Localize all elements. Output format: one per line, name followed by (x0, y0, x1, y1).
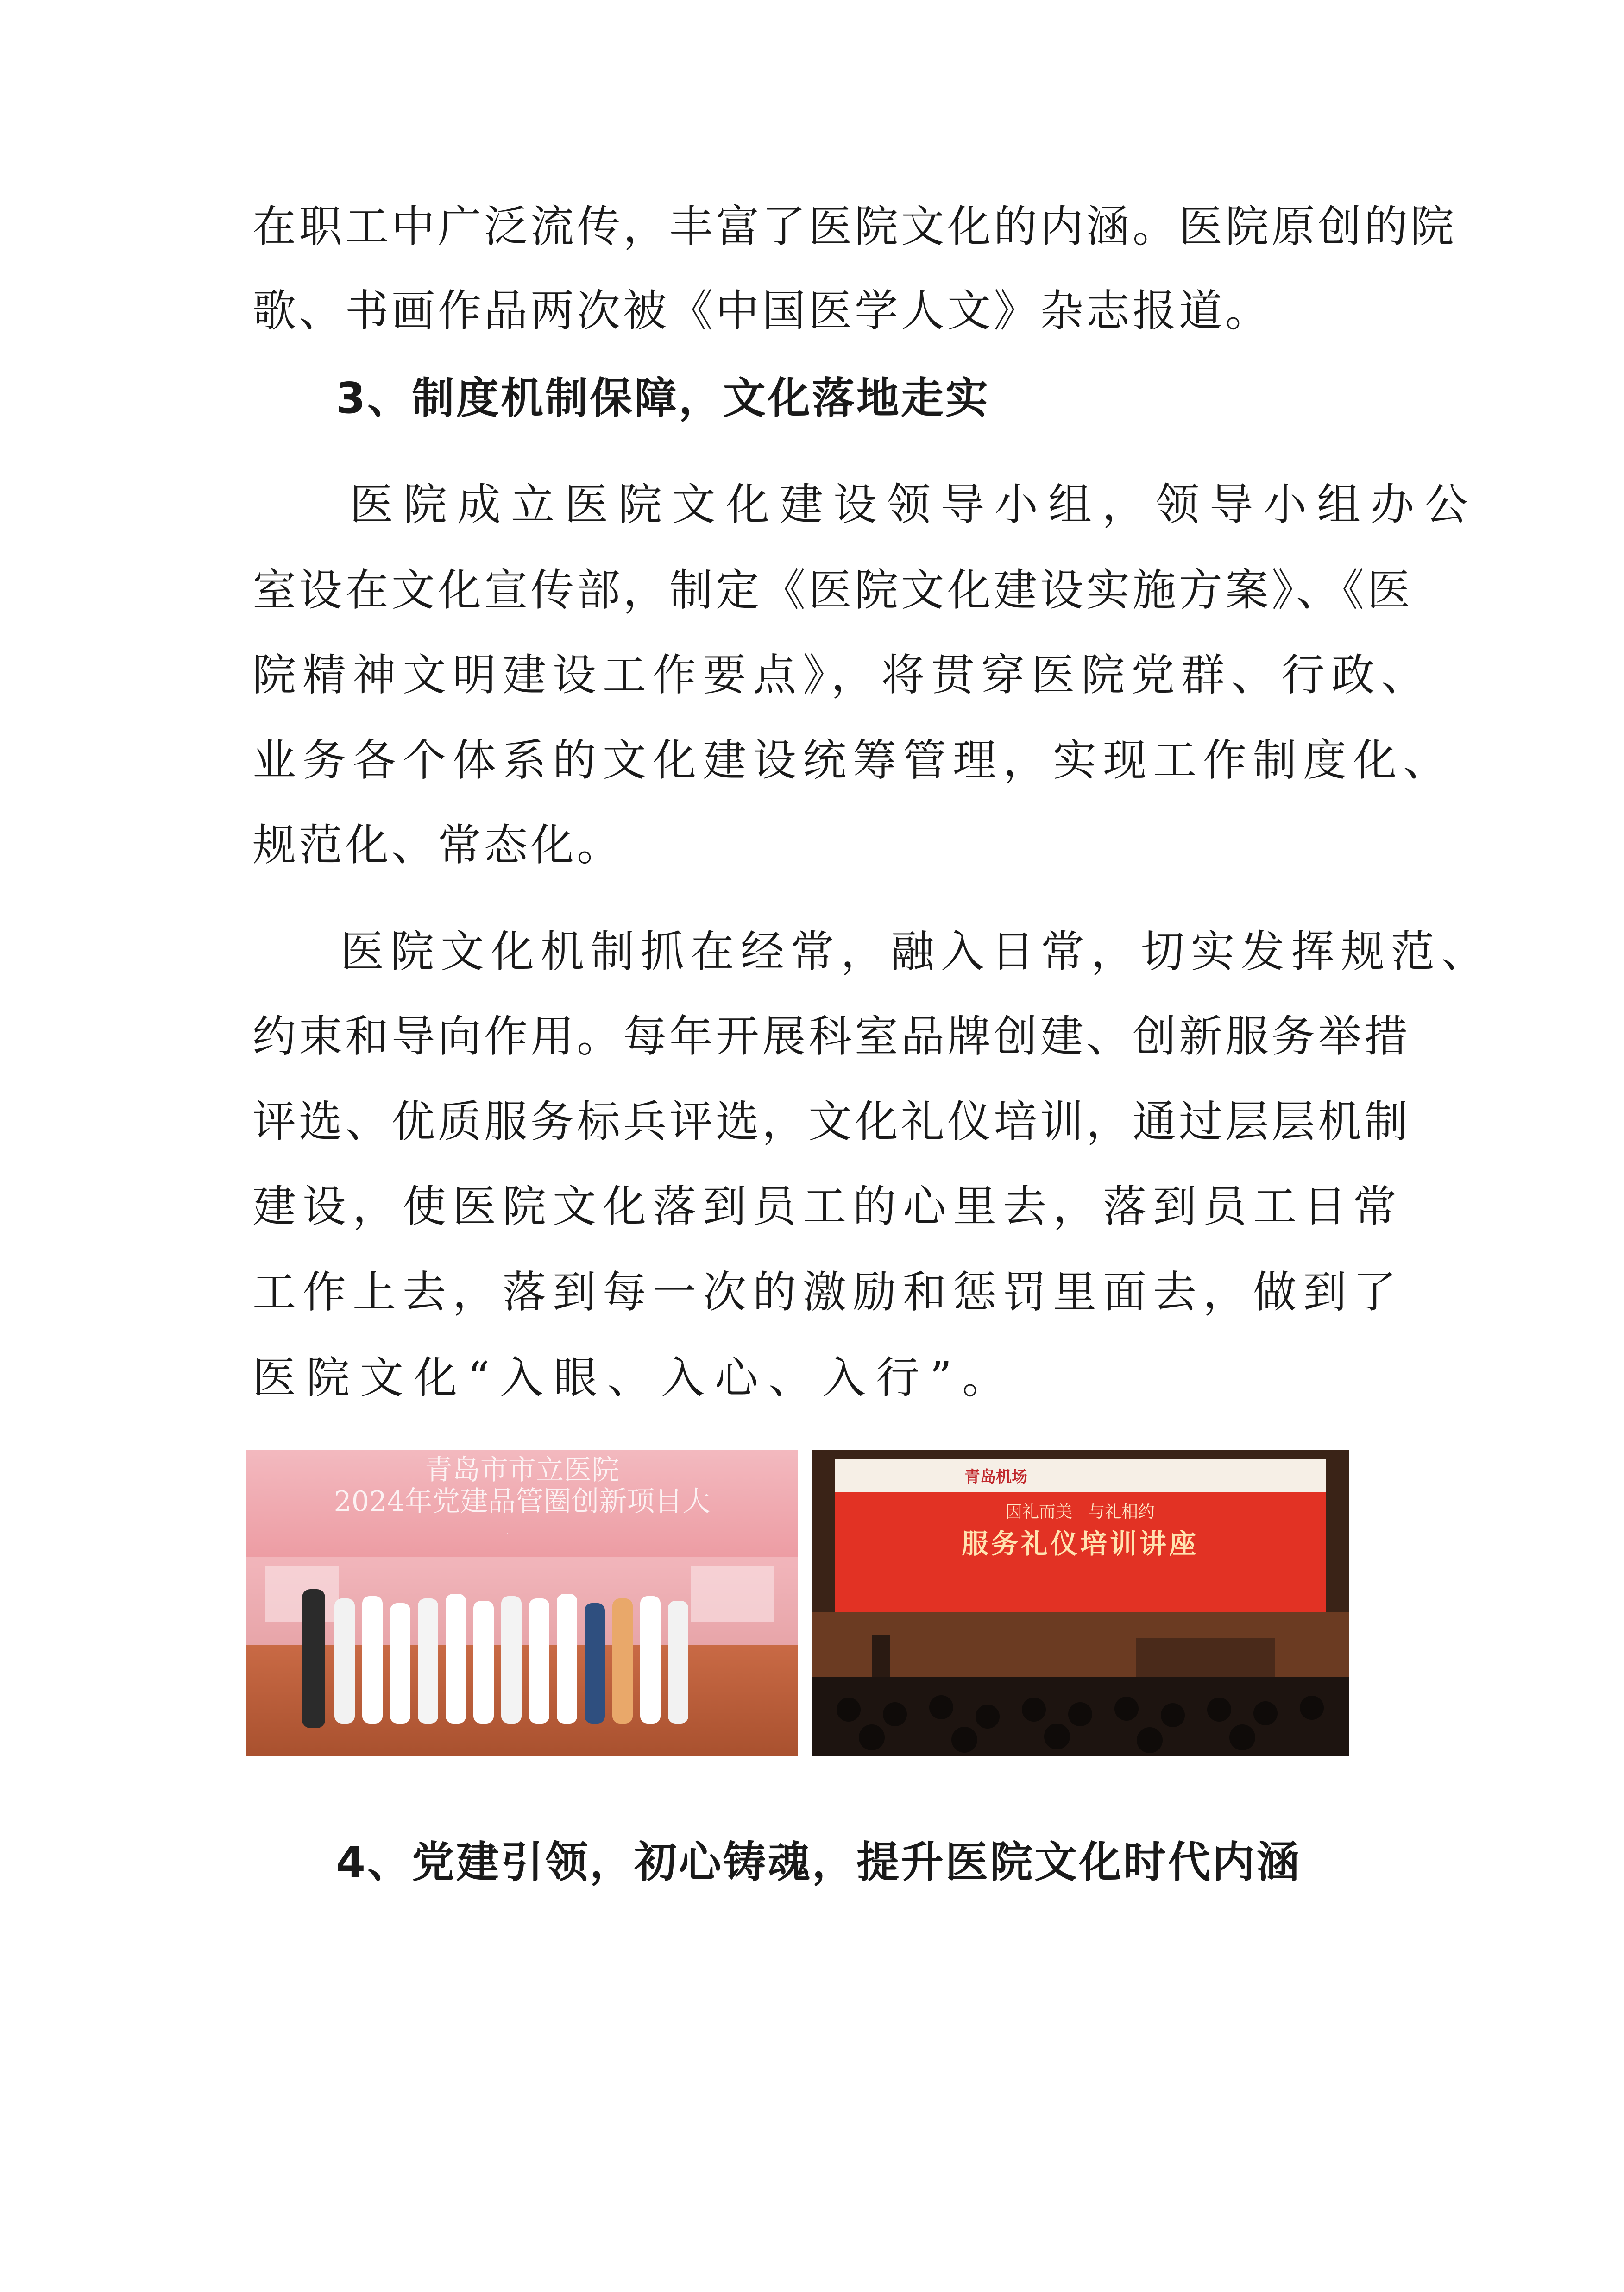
banner-line-1: 青岛市市立医院 (425, 1454, 619, 1486)
section-heading-4: 4、党建引领，初心铸魂，提升医院文化时代内涵 (336, 1837, 1302, 1887)
paragraph-2-line-5: 规范化、常态化。 (252, 820, 623, 871)
section-heading-3: 3、制度机制保障，文化落地走实 (336, 373, 990, 423)
banner-line-2: 2024年党建品管圈创新项目大 (334, 1485, 711, 1518)
screen-title: 服务礼仪培训讲座 (961, 1528, 1199, 1560)
paragraph-2-line-3: 院精神文明建设工作要点》，将贯穿医院党群、行政、 (252, 650, 1432, 701)
paragraph-2-line-1: 医院成立医院文化建设领导小组，领导小组办公 (350, 480, 1479, 530)
screen-slogan: 因礼而美 与礼相约 (1005, 1503, 1155, 1522)
paragraph-3-line-2: 约束和导向作用。每年开展科室品牌创建、创新服务举措 (252, 1011, 1411, 1062)
paragraph-3-line-4: 建设，使医院文化落到员工的心里去，落到员工日常 (252, 1181, 1404, 1232)
photo-group-on-stage (246, 1450, 798, 1756)
paragraph-3-line-1: 医院文化机制抓在经常，融入日常，切实发挥规范、 (340, 927, 1492, 977)
photo-lecture-hall (812, 1450, 1349, 1756)
paragraph-2-line-2: 室设在文化宣传部，制定《医院文化建设实施方案》、《医 (252, 565, 1414, 616)
airline-logo-text: 青岛机场 (964, 1468, 1027, 1486)
banner-subtitle-decor: · (506, 1528, 509, 1538)
paragraph-1-line-2: 歌、书画作品两次被《中国医学人文》杂志报道。 (252, 286, 1272, 336)
paragraph-2-line-4: 业务各个体系的文化建设统筹管理，实现工作制度化、 (252, 735, 1454, 786)
paragraph-3-line-6: 医院文化“入眼、入心、入行”。 (252, 1353, 1016, 1403)
paragraph-3-line-5: 工作上去，落到每一次的激励和惩罚里面去，做到了 (252, 1267, 1404, 1318)
paragraph-1-line-1: 在职工中广泛流传，丰富了医院文化的内涵。医院原创的院 (252, 202, 1457, 252)
paragraph-3-line-3: 评选、优质服务标兵评选，文化礼仪培训，通过层层机制 (252, 1097, 1411, 1147)
